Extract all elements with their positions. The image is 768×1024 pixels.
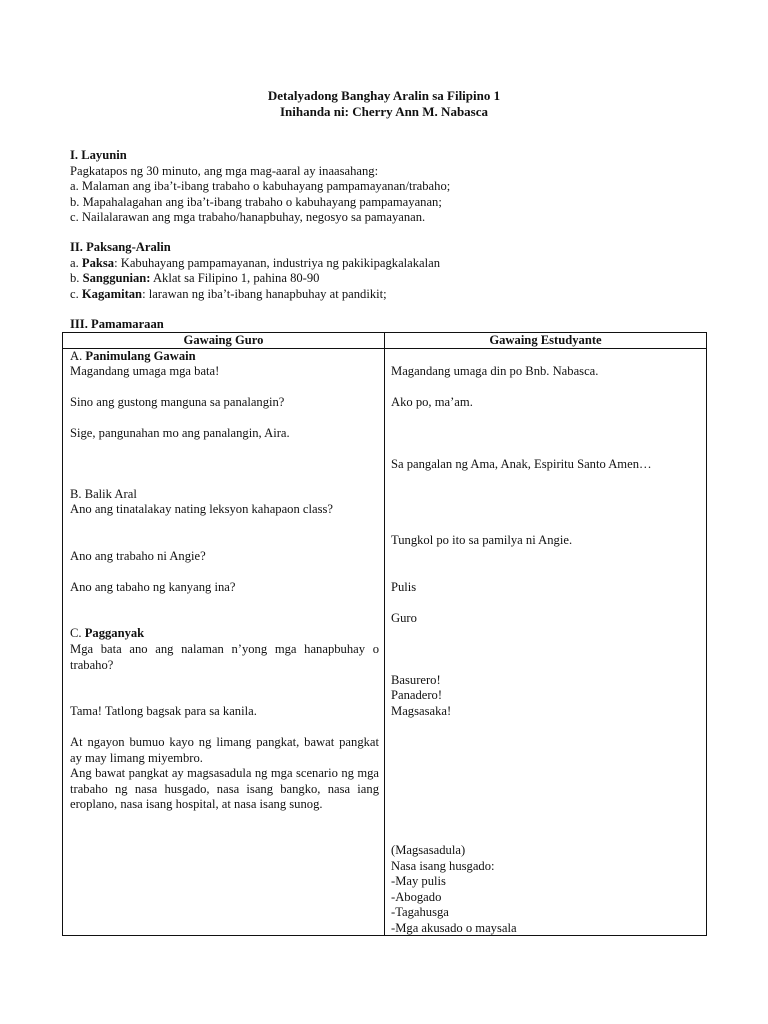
estudyante-line: Magandang umaga din po Bnb. Nabasca. [391,364,599,378]
estudyante-line: -Abogado [391,890,442,904]
guro-line: Sino ang gustong manguna sa panalangin? [70,395,285,409]
pamamaraan-table [62,332,707,936]
document-title: Detalyadong Banghay Aralin sa Filipino 1 [267,88,501,103]
estudyante-line: Nasa isang husgado: [391,859,495,873]
estudyante-line: Panadero! [391,688,443,702]
layunin-item: b. Mapahalagahan ang iba’t-ibang trabaho o kabuhayang pampamayanan; [70,195,442,209]
estudyante-line: Guro [391,611,417,625]
guro-cell [63,349,385,936]
guro-line: Ano ang tabaho ng kanyang ina? [70,580,236,594]
estudyante-line: -Tagahusga [391,905,449,919]
estudyante-line: Magsasaka! [391,704,452,718]
document-author: Inihanda ni: Cherry Ann M. Nabasca [279,104,489,119]
table-header-row [63,333,707,349]
layunin-item: a. Malaman ang iba’t-ibang trabaho o kabuhayang pampamayanan/trabaho; [70,179,451,193]
layunin-heading: I. Layunin [70,148,127,162]
kagamitan-item: c. Kagamitan: larawan ng iba’t-ibang hanapbuhay at pandikit; [70,287,387,301]
estudyante-line: -May pulis [391,874,446,888]
estudyante-line: Sa pangalan ng Ama, Anak, Espiritu Santo Amen… [391,457,652,471]
col-header-guro: Gawaing Guro [63,333,385,349]
estudyante-line: Ako po, ma’am. [391,395,473,409]
guro-line: Tama! Tatlong bagsak para sa kanila. [70,704,257,718]
estudyante-line: (Magsasadula) [391,843,466,857]
estudyante-line: Basurero! [391,673,441,687]
estudyante-line: Pulis [391,580,417,594]
layunin-intro: Pagkatapos ng 30 minuto, ang mga mag-aaral ay inaasahang: [70,164,379,178]
table-body-row [63,349,707,936]
estudyante-line: -Mga akusado o maysala [391,921,517,935]
section-b-heading: B. Balik Aral [70,487,137,501]
guro-line: Ano ang tinatalakay nating leksyon kahapaon class? [70,502,333,516]
sanggunian-item: b. Sanggunian: Aklat sa Filipino 1, pahina 80-90 [70,271,320,285]
pamamaraan-heading: III. Pamamaraan [70,317,164,331]
estudyante-cell [385,349,707,936]
col-header-estudyante: Gawaing Estudyante [385,333,707,349]
guro-paragraph: At ngayon bumuo kayo ng limang pangkat, bawat pangkat ay may limang miyembro. [70,735,379,765]
guro-paragraph: Ang bawat pangkat ay magsasadula ng mga scenario ng mga trabaho ng nasa husgado, nasa isang bangko, nasa iang eroplano, nasa isang hospital, at nasa isang sunog. [70,766,379,811]
guro-paragraph: Mga bata ano ang nalaman n’yong mga hanapbuhay o trabaho? [70,642,379,672]
guro-line: Sige, pangunahan mo ang panalangin, Aira. [70,426,290,440]
guro-line: Magandang umaga mga bata! [70,364,220,378]
section-c-heading: C. Pagganyak [70,626,145,640]
paksa-item: a. Paksa: Kabuhayang pampamayanan, industriya ng pakikipagkalakalan [70,256,441,270]
paksa-heading: II. Paksang-Aralin [70,240,171,254]
estudyante-line: Tungkol po ito sa pamilya ni Angie. [391,533,573,547]
layunin-item: c. Nailalarawan ang mga trabaho/hanapbuhay, negosyo sa pamayanan. [70,210,426,224]
guro-line: Ano ang trabaho ni Angie? [70,549,206,563]
section-a-heading: A. Panimulang Gawain [70,349,196,363]
